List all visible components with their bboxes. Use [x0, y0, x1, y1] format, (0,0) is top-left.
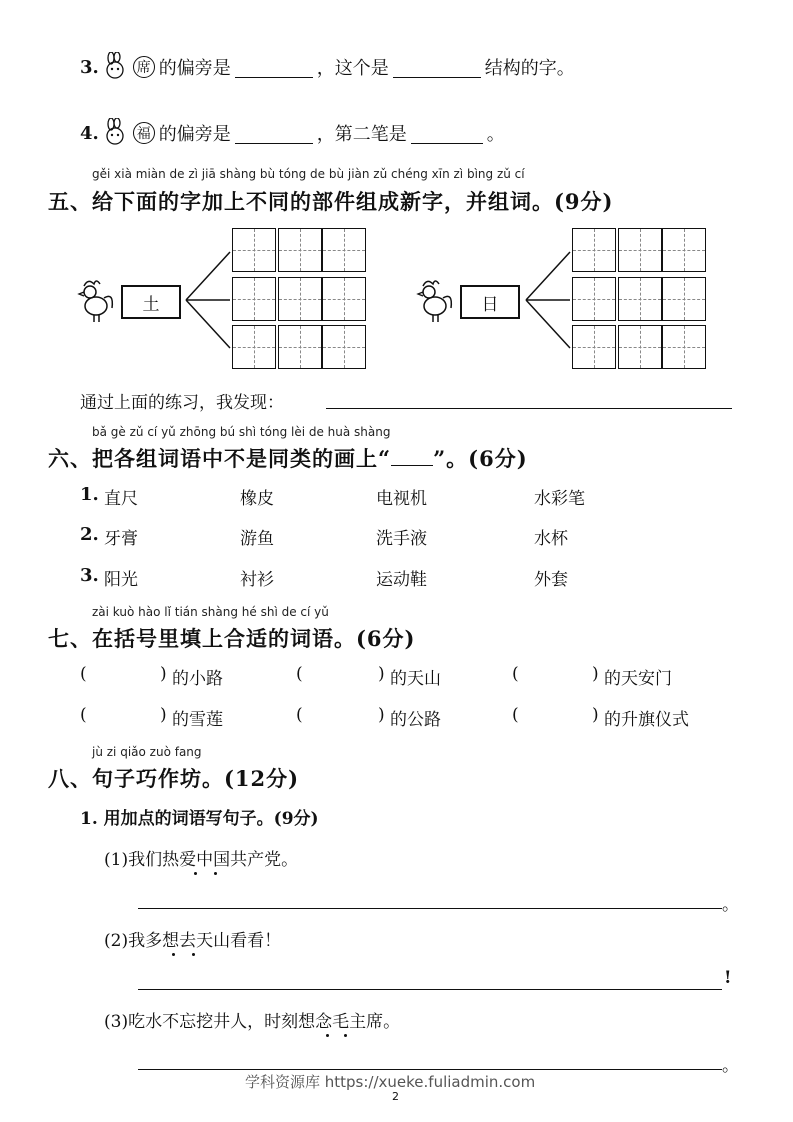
word[interactable]: 水彩笔	[534, 489, 585, 509]
section-7-pinyin: zài kuò hào lǐ tián shàng hé shì de cí yǔ	[92, 605, 329, 619]
line-end-mark: 。	[722, 895, 739, 915]
emphasis-dot	[194, 872, 197, 875]
emphasis-dot	[344, 1034, 347, 1037]
emphasis-dot	[326, 1034, 329, 1037]
close-paren: )	[378, 705, 385, 725]
word[interactable]: 水杯	[534, 529, 568, 549]
paren-blank[interactable]	[90, 664, 160, 686]
word[interactable]: 电视机	[376, 489, 427, 509]
emphasis-dot	[214, 872, 217, 875]
phrase: 的天山	[390, 669, 441, 689]
tian-cell[interactable]	[572, 228, 616, 272]
prompt-text: ，第二笔是	[316, 124, 407, 145]
word[interactable]: 牙膏	[104, 529, 138, 549]
close-paren: )	[592, 664, 599, 684]
sentence-answer-line[interactable]	[138, 989, 722, 990]
prompt-text: 。	[486, 124, 505, 145]
word[interactable]: 运动鞋	[376, 570, 427, 590]
answer-blank[interactable]	[393, 57, 481, 78]
question-number: 3.	[80, 56, 99, 78]
rabbit-icon	[103, 118, 129, 148]
subquestion-1: 1. 用加点的词语写句子。(9分)	[80, 809, 319, 829]
prompt-text: 结构的字。	[484, 58, 575, 79]
finding-label: 通过上面的练习，我发现：	[80, 393, 284, 413]
question-number: 4.	[80, 122, 99, 144]
base-char-box: 日	[460, 285, 520, 319]
rooster-icon	[74, 276, 118, 324]
watermark: 学科资源库 https://xueke.fuliadmin.com	[245, 1073, 536, 1091]
open-paren: (	[296, 664, 303, 684]
word-group-1	[80, 484, 720, 508]
section-7-title: 七、在括号里填上合适的词语。(6分)	[48, 626, 416, 651]
row-number: 1.	[80, 484, 99, 505]
tian-cell[interactable]	[278, 277, 322, 321]
title-part: 六、把各组词语中不是同类的画上“	[48, 446, 392, 471]
tian-cell[interactable]	[618, 228, 662, 272]
close-paren: )	[160, 664, 167, 684]
word[interactable]: 外套	[534, 570, 568, 590]
section-8-pinyin: jù zi qiǎo zuò fang	[92, 745, 202, 759]
rooster-icon	[413, 276, 457, 324]
tian-cell[interactable]	[278, 325, 322, 369]
word[interactable]: 橡皮	[240, 489, 274, 509]
tian-cell[interactable]	[572, 325, 616, 369]
open-paren: (	[80, 664, 87, 684]
sentence-1: (1)我们热爱中国共产党。	[104, 850, 299, 870]
tian-cell[interactable]	[322, 228, 366, 272]
word[interactable]: 阳光	[104, 570, 138, 590]
tian-cell[interactable]	[278, 228, 322, 272]
page-number: 2	[392, 1090, 399, 1103]
section-5-title: 五、给下面的字加上不同的部件组成新字，并组词。(9分)	[48, 189, 614, 214]
tian-cell[interactable]	[662, 277, 706, 321]
tian-cell[interactable]	[232, 228, 276, 272]
answer-blank[interactable]	[235, 57, 313, 78]
word[interactable]: 游鱼	[240, 529, 274, 549]
sentence-answer-line[interactable]	[138, 908, 722, 909]
open-paren: (	[296, 705, 303, 725]
paren-blank[interactable]	[522, 705, 592, 727]
answer-blank[interactable]	[235, 123, 313, 144]
emphasis-dot	[192, 953, 195, 956]
branch-lines	[522, 248, 572, 352]
section-6-pinyin: bǎ gè zǔ cí yǔ zhōng bú shì tóng lèi de huà shàng	[92, 425, 391, 439]
row-number: 2.	[80, 524, 99, 545]
section-5-pinyin: gěi xià miàn de zì jiā shàng bù tóng de bù jiàn zǔ chéng xīn zì bìng zǔ cí	[92, 167, 525, 181]
open-paren: (	[80, 705, 87, 725]
writing-grid-row[interactable]	[232, 325, 368, 369]
phrase: 的升旗仪式	[604, 710, 689, 730]
tian-cell[interactable]	[232, 325, 276, 369]
prompt-text: 的偏旁是	[158, 58, 231, 79]
close-paren: )	[160, 705, 167, 725]
title-part: ”。(6分)	[433, 446, 528, 471]
tian-cell[interactable]	[232, 277, 276, 321]
target-char: 福	[133, 122, 155, 144]
open-paren: (	[512, 664, 519, 684]
phrase: 的雪莲	[172, 710, 223, 730]
paren-blank[interactable]	[306, 664, 376, 686]
word[interactable]: 洗手液	[376, 529, 427, 549]
paren-blank[interactable]	[306, 705, 376, 727]
fill-row-1	[80, 664, 740, 688]
writing-grid-row[interactable]	[232, 277, 368, 321]
question-4	[80, 118, 505, 148]
tian-cell[interactable]	[662, 325, 706, 369]
base-char-box: 土	[121, 285, 181, 319]
word-group-3	[80, 565, 720, 589]
paren-blank[interactable]	[90, 705, 160, 727]
rabbit-icon	[103, 52, 129, 82]
tian-cell[interactable]	[322, 277, 366, 321]
word[interactable]: 衬衫	[240, 570, 274, 590]
section-6-title	[48, 443, 528, 473]
close-paren: )	[378, 664, 385, 684]
branch-lines	[182, 248, 232, 352]
prompt-text: 的偏旁是	[158, 124, 231, 145]
answer-blank[interactable]	[411, 123, 483, 144]
writing-grid-row[interactable]	[572, 325, 708, 369]
word[interactable]: 直尺	[104, 489, 138, 509]
target-char: 席	[133, 56, 155, 78]
phrase: 的天安门	[604, 669, 672, 689]
tian-cell[interactable]	[322, 325, 366, 369]
underline-sample	[391, 447, 433, 466]
question-3	[80, 52, 575, 82]
sentence-answer-line[interactable]	[138, 1069, 722, 1070]
finding-answer-line[interactable]	[326, 408, 732, 409]
tian-cell[interactable]	[572, 277, 616, 321]
prompt-text: ，这个是	[316, 58, 389, 79]
sentence-3: (3)吃水不忘挖井人，时刻想念毛主席。	[104, 1012, 401, 1032]
tian-cell[interactable]	[662, 228, 706, 272]
phrase: 的小路	[172, 669, 223, 689]
line-end-mark: 。	[722, 1056, 739, 1076]
writing-grid-row[interactable]	[232, 228, 368, 272]
close-paren: )	[592, 705, 599, 725]
paren-blank[interactable]	[522, 664, 592, 686]
tian-cell[interactable]	[618, 277, 662, 321]
open-paren: (	[512, 705, 519, 725]
section-8-title: 八、句子巧作坊。(12分)	[48, 766, 300, 791]
writing-grid-row[interactable]	[572, 277, 708, 321]
row-number: 3.	[80, 565, 99, 586]
phrase: 的公路	[390, 710, 441, 730]
line-end-mark: !	[724, 968, 732, 988]
writing-grid-row[interactable]	[572, 228, 708, 272]
fill-row-2	[80, 705, 740, 729]
word-group-2	[80, 524, 720, 548]
tian-cell[interactable]	[618, 325, 662, 369]
sentence-2: (2)我多想去天山看看！	[104, 931, 282, 951]
emphasis-dot	[172, 953, 175, 956]
